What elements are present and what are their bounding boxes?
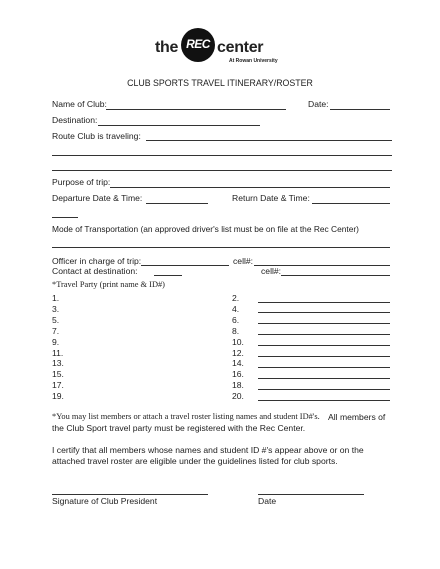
return-field[interactable]	[312, 203, 390, 204]
roster-number-left: 5.	[52, 314, 60, 325]
roster-number-left: 17.	[52, 380, 64, 391]
roster-number-left: 13.	[52, 358, 64, 369]
officer-field[interactable]	[141, 265, 229, 266]
purpose-label: Purpose of trip:	[52, 177, 111, 187]
route-field-1[interactable]	[146, 140, 392, 141]
roster-number-right: 20.	[232, 391, 244, 402]
return-label: Return Date & Time:	[232, 193, 310, 203]
return-field-cont[interactable]	[52, 217, 78, 218]
logo-rec: REC	[186, 37, 210, 51]
roster-number-left: 1.	[52, 293, 60, 303]
mode-field[interactable]	[52, 247, 390, 248]
roster-entry-field[interactable]	[258, 356, 390, 357]
roster-entry-field[interactable]	[258, 345, 390, 346]
route-label: Route Club is traveling:	[52, 131, 141, 141]
contact-field[interactable]	[154, 275, 182, 276]
roster-entry-field[interactable]	[258, 367, 390, 368]
departure-label: Departure Date & Time:	[52, 193, 143, 203]
cell-label-2: cell#:	[261, 266, 282, 276]
contact-label: Contact at destination:	[52, 266, 138, 276]
roster-number-right: 16.	[232, 369, 244, 380]
roster-number-right: 10.	[232, 336, 244, 347]
cell-field-2[interactable]	[281, 275, 390, 276]
name-of-club-field[interactable]	[106, 109, 286, 110]
roster-number-right: 2.	[232, 293, 240, 303]
mode-label: Mode of Transportation (an approved driver's list must be on file at the Rec Center)	[52, 224, 359, 234]
certify-line-1: I certify that all members whose names and student ID #'s appear above or on the	[52, 445, 364, 455]
roster-entry-field[interactable]	[258, 323, 390, 324]
roster-number-left: 7.	[52, 325, 60, 336]
roster-heading: *Travel Party (print name & ID#)	[52, 280, 165, 289]
note-serif: *You may list members or attach a travel roster listing names and student ID#'s.	[52, 412, 320, 421]
rec-center-logo	[155, 22, 285, 74]
date-field[interactable]	[330, 109, 390, 110]
roster-entry-field[interactable]	[258, 302, 390, 303]
note-line-2: the Club Sport travel party must be registered with the Rec Center.	[52, 423, 306, 433]
signature-label: Signature of Club President	[52, 496, 158, 506]
purpose-field[interactable]	[110, 187, 390, 188]
roster-entry-field[interactable]	[258, 378, 390, 379]
certify-line-2: attached travel roster are eligible under the guidelines listed for club sports.	[52, 456, 338, 466]
roster-entry-field[interactable]	[258, 312, 390, 313]
date-label: Date:	[308, 99, 329, 109]
roster-number-right: 8.	[232, 325, 240, 336]
roster-number-right: 4.	[232, 303, 240, 314]
logo-the: the	[155, 39, 179, 56]
roster-number-left: 11.	[52, 347, 64, 358]
roster-number-left: 3.	[52, 303, 60, 314]
signature-date-label: Date	[258, 496, 277, 506]
logo-center: center	[217, 39, 264, 56]
form-title: CLUB SPORTS TRAVEL ITINERARY/ROSTER	[127, 78, 313, 88]
roster-number-right: 12.	[232, 347, 244, 358]
route-field-2[interactable]	[52, 155, 392, 156]
roster-number-left: 15.	[52, 369, 64, 380]
officer-label: Officer in charge of trip:	[52, 256, 142, 266]
departure-field[interactable]	[146, 203, 208, 204]
logo-subtitle: At Rowan University	[229, 58, 278, 64]
destination-label: Destination:	[52, 115, 98, 125]
roster-number-right: 18.	[232, 380, 244, 391]
note-sans: All members of	[328, 412, 386, 422]
roster-number-right: 14.	[232, 358, 244, 369]
roster-entry-field[interactable]	[258, 389, 390, 390]
signature-field[interactable]	[52, 494, 208, 495]
name-of-club-label: Name of Club:	[52, 99, 107, 109]
roster-number-left: 9.	[52, 336, 60, 347]
cell-label-1: cell#:	[233, 256, 254, 266]
destination-field[interactable]	[98, 125, 260, 126]
roster-number-left: 19.	[52, 391, 64, 402]
roster-entry-field[interactable]	[258, 334, 390, 335]
route-field-3[interactable]	[52, 170, 392, 171]
roster-number-right: 6.	[232, 314, 240, 325]
roster-entry-field[interactable]	[258, 400, 390, 401]
signature-date-field[interactable]	[258, 494, 364, 495]
